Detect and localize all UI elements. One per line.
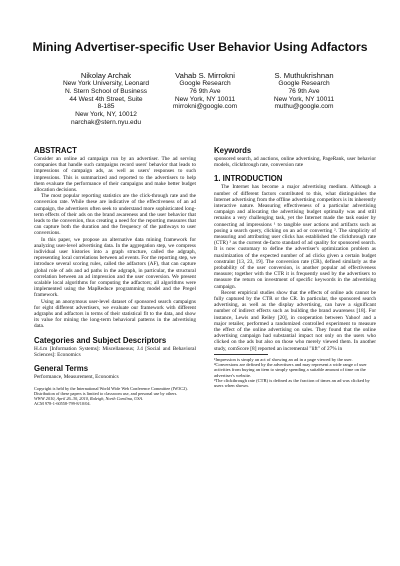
introduction-paragraph: The Internet has become a major advertising medium. Although a number of different factors contributed to this, what distinguishes the Internet advertising from the offline advertising competitors is its inherently interactive nature. Measuring effectiveness of a particular advertising campaign and allocating the advertising budget optimally was and still remains a very challenging task, yet the Internet made the task easier by connecting ad impressions ¹ to tangible user actions and artifacts such as posing a search query, clicking on an ad or converting ². The simplicity of measuring and attributing user clicks has established the clickthrough rate (CTR) ³ as the current de-facto standard of ad quality for sponsored search. It is now customary to define the advertiser's optimization problem as maximization of the expected number of ad clicks given a certain budget constraint [13, 23, 19]. The conversion rate (CR), defined similarly as the probability of the user conversion, is another popular ad effectiveness measure; together with the CTR it is frequently used by the advertisers to measure the return on investment of specific keywords in the advertising campaign.	[214, 184, 376, 290]
introduction-heading: 1. INTRODUCTION	[214, 174, 283, 184]
author-name: Vahab S. Mirrokni	[175, 71, 235, 80]
left-column	[34, 146, 196, 406]
author-affiliation-line: 76 9th Ave	[189, 87, 221, 95]
general-terms-heading: General Terms	[34, 364, 89, 374]
abstract-paragraph: The most popular reporting statistics are the click-through rate and the conversion rate. While these are indicative of the effectiveness of an ad campaign, the advertisers often seek to understand more sophisticated long-term effects of their ads on the brand awareness and the user behavior that leads to the conversion, thus creating a need for the reporting measures that can capture both the duration and the frequency of the pathways to user conversions.	[34, 193, 196, 237]
author-affiliation-line: New York, NY 10011	[174, 95, 236, 103]
author-affiliation-line: N. Stern School of Business	[64, 87, 148, 95]
general-terms-text: Performance, Measurement, Economics	[34, 374, 119, 381]
footnote-divider	[214, 354, 268, 355]
keywords-text: sponsored search, ad auctions, online advertising, PageRank, user behavior models, clickthrough rate, conversion rate	[214, 156, 376, 169]
abstract-heading: ABSTRACT	[34, 146, 77, 155]
abstract-paragraph: Using an anonymous user-level dataset of sponsored search campaigns for eight different advertisers, we evaluate our framework with different adgraphs and adfactors in terms of their statistical fit to the data, and show its value for mining the long-term behavioral patterns in the advertising data.	[34, 298, 196, 330]
author-muthukrishnan	[242, 71, 366, 111]
author-email: mirrokni@google.com	[172, 103, 238, 111]
introduction-paragraph: Recent empirical studies show that the effects of online ads cannot be fully captured by the CTR or the CR. In particular, the sponsored search advertising, as well as the display advertising, can have a significant number of indirect effects such as building the brand awareness [18]. For instance, Lewis and Reiley [20], in cooperation between Yahoo! and a major retailer, performed a randomized controlled experiment to measure the effect of the online advertising on sales. They found that the online advertising campaign had substantial impact not only on the users who clicked on the ads but also on those who merely viewed them. In another study, comScore [8] reported an incremental "lift" of 27% in	[214, 289, 376, 352]
author-affiliation-line: Google Research	[179, 80, 231, 87]
author-affiliation-line: 44 West 4th Street, Suite	[69, 95, 143, 103]
author-affiliation-line: New York, NY 10011	[273, 95, 335, 103]
categories-heading: Categories and Subject Descriptors	[34, 335, 167, 345]
author-affiliation-line: New York University, Leonard	[62, 80, 149, 87]
right-column	[214, 146, 376, 389]
keywords-heading: Keywords	[214, 146, 252, 155]
author-name: S. Muthukrishnan	[274, 71, 334, 80]
author-email: narchak@stern.nyu.edu	[70, 118, 142, 126]
acm-isbn: ACM 978-1-60558-799-8/10/04.	[34, 401, 91, 407]
author-affiliation-line: 8-185	[97, 103, 115, 111]
abstract-paragraph: Consider an online ad campaign run by an advertiser. The ad serving companies that handle such campaigns record users' behavior that leads to impressions of campaign ads, as well as users' responses to such impressions. This is summarized and reported to the advertisers to help them evaluate the performance of their campaigns and make better budget allocation decisions.	[34, 156, 196, 194]
author-affiliation-line: Google Research	[278, 80, 330, 87]
copyright-notice: Copyright is held by the International World Wide Web Conference Committee (IW3C2). Distribution of these papers is limited to classroom use, and personal use by others.	[34, 386, 188, 397]
author-email: muthu@google.com	[274, 103, 334, 111]
author-affiliation-line: New York, NY, 10012	[75, 111, 137, 119]
paper-title: Mining Advertiser-specific User Behavior Using Adfactors	[32, 40, 368, 54]
abstract-paragraph: In this paper, we propose an alternative data mining framework for analyzing user-level advertising data. In the aggregation step, we compress individual user histories into a graph structure, called the adgraph, representing local correlations between ad events. For the reporting step, we introduce several scoring rules, called the adfactors (AF), that can capture global role of ads and ad paths in the adgraph, in particular, the structural correlation between an ad impression and the user conversion. We present scalable local algorithms for computing the adfactors; all algorithms were implemented using the MapReduce programming model and the Pregel framework.	[34, 236, 196, 299]
conference-line: WWW 2010, April 26–30, 2010, Raleigh, North Carolina, USA.	[34, 396, 144, 402]
author-affiliation-line: 76 9th Ave	[288, 87, 320, 95]
categories-text: H.4.m [Information Systems]: Miscellaneous; J.4 [Social and Behavioral Sciences]: Economics	[34, 345, 196, 358]
author-name: Nikolay Archak	[80, 71, 132, 80]
footnote: ²Conversions are defined by the advertisers and may represent a wide range of user activities from buying an item to simply spending a suitable amount of time on the advertiser's website.	[214, 362, 367, 378]
footnote: ¹Impression is simply an act of showing an ad in a page viewed by the user.	[214, 356, 353, 362]
footnote: ³The clickthrough rate (CTR) is defined as the fraction of times an ad was clicked by users when shown.	[214, 378, 370, 389]
